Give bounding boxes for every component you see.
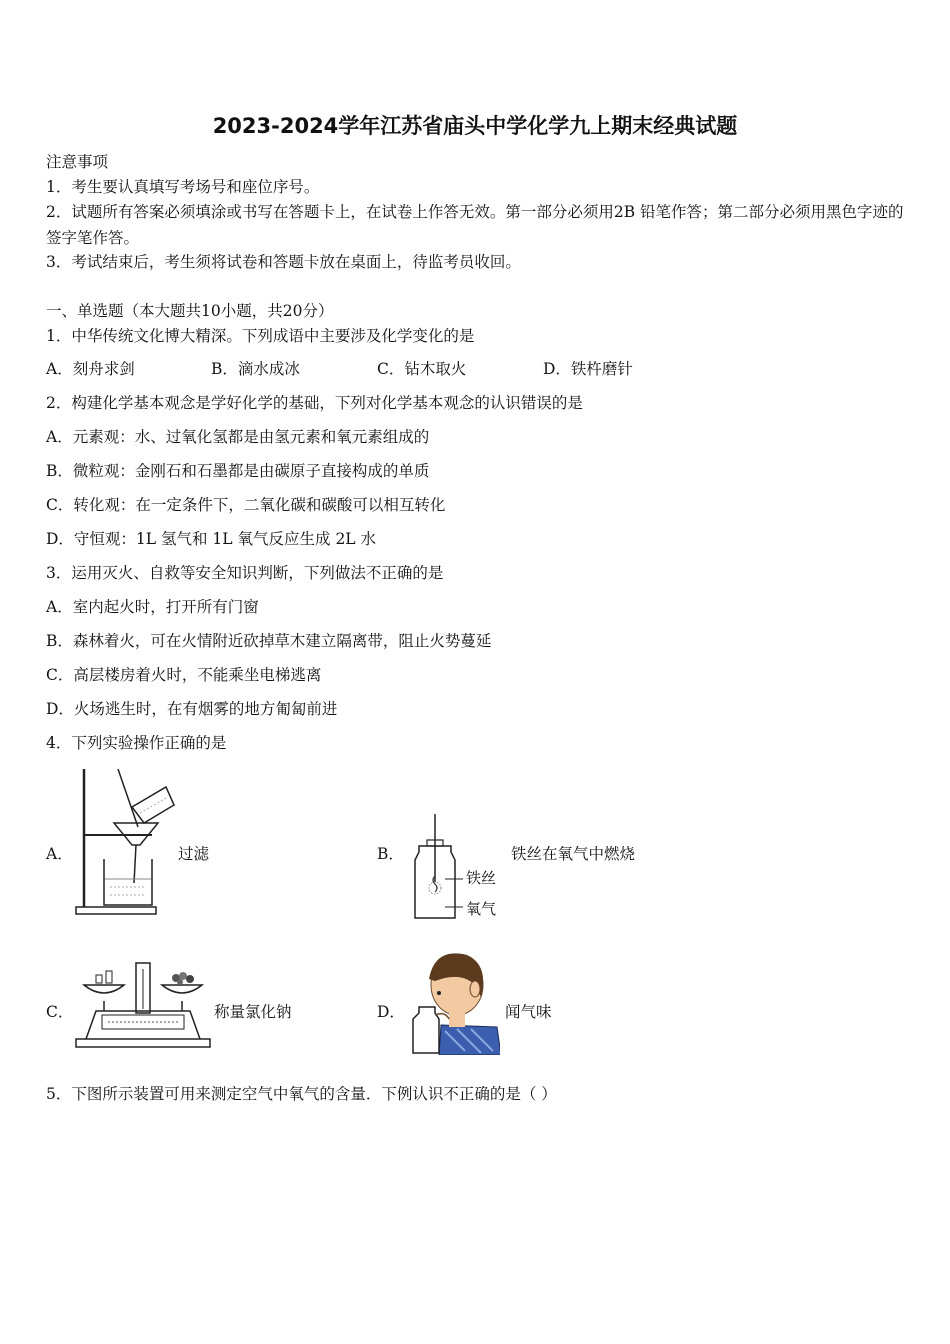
q2-option-c: C．转化观：在一定条件下，二氧化碳和碳酸可以相互转化 bbox=[46, 496, 446, 514]
notice-item-2: 2．试题所有答案必须填涂或书写在答题卡上，在试卷上作答无效。第一部分必须用2B 铅笔作答；第二部分必须用黑色字迹的签字笔作答。 bbox=[46, 203, 904, 247]
q3-option-c: C．高层楼房着火时，不能乘坐电梯逃离 bbox=[46, 666, 322, 684]
iron-wire-label: 铁丝 bbox=[466, 869, 497, 887]
q4-stem: 4．下列实验操作正确的是 bbox=[46, 734, 227, 752]
q5-stem: 5．下图所示装置可用来测定空气中氧气的含量．下例认识不正确的是（ ） bbox=[46, 1085, 557, 1103]
q4-option-d-letter: D． bbox=[377, 1003, 405, 1021]
filtration-figure bbox=[70, 765, 180, 917]
q3-option-a: A．室内起火时，打开所有门窗 bbox=[46, 598, 259, 616]
q2-stem: 2．构建化学基本观念是学好化学的基础，下列对化学基本观念的认识错误的是 bbox=[46, 394, 583, 412]
q2-option-a: A．元素观：水、过氧化氢都是由氢元素和氧元素组成的 bbox=[46, 428, 430, 446]
section-heading: 一、单选题（本大题共10小题，共20分） bbox=[46, 302, 334, 320]
q4-option-a-caption: 过滤 bbox=[178, 845, 210, 863]
q4-option-a-letter: A． bbox=[46, 845, 73, 863]
q1-option-d: D．铁杵磨针 bbox=[543, 360, 633, 378]
q4-option-c-letter: C． bbox=[46, 1003, 74, 1021]
notice-item-3: 3．考试结束后，考生须将试卷和答题卡放在桌面上，待监考员收回。 bbox=[46, 253, 521, 271]
q2-option-d: D．守恒观：1L 氢气和 1L 氧气反应生成 2L 水 bbox=[46, 530, 377, 548]
smelling-figure bbox=[405, 945, 500, 1055]
iron-wire-figure bbox=[405, 812, 465, 922]
q4-option-b-caption: 铁丝在氧气中燃烧 bbox=[511, 845, 636, 863]
q3-option-b: B．森林着火，可在火情附近砍掉草木建立隔离带，阻止火势蔓延 bbox=[46, 632, 492, 650]
q1-option-b: B．滴水成冰 bbox=[211, 360, 300, 378]
notice-item-1: 1．考生要认真填写考场号和座位序号。 bbox=[46, 178, 320, 196]
q4-option-b-letter: B． bbox=[377, 845, 404, 863]
notice-heading: 注意事项 bbox=[46, 153, 109, 171]
q1-option-a: A．刻舟求剑 bbox=[46, 360, 135, 378]
page-title: 2023-2024学年江苏省庙头中学化学九上期末经典试题 bbox=[212, 114, 738, 138]
q3-option-d: D．火场逃生时，在有烟雾的地方匍匐前进 bbox=[46, 700, 338, 718]
q3-stem: 3．运用灭火、自救等安全知识判断，下列做法不正确的是 bbox=[46, 564, 444, 582]
oxygen-label: 氧气 bbox=[466, 900, 497, 918]
q1-option-c: C．钻木取火 bbox=[377, 360, 467, 378]
q1-stem: 1．中华传统文化博大精深。下列成语中主要涉及化学变化的是 bbox=[46, 327, 475, 345]
q4-option-c-caption: 称量氯化钠 bbox=[214, 1003, 292, 1021]
q4-option-d-caption: 闻气味 bbox=[505, 1003, 552, 1021]
balance-figure bbox=[72, 955, 214, 1051]
q2-option-b: B．微粒观：金刚石和石墨都是由碳原子直接构成的单质 bbox=[46, 462, 430, 480]
